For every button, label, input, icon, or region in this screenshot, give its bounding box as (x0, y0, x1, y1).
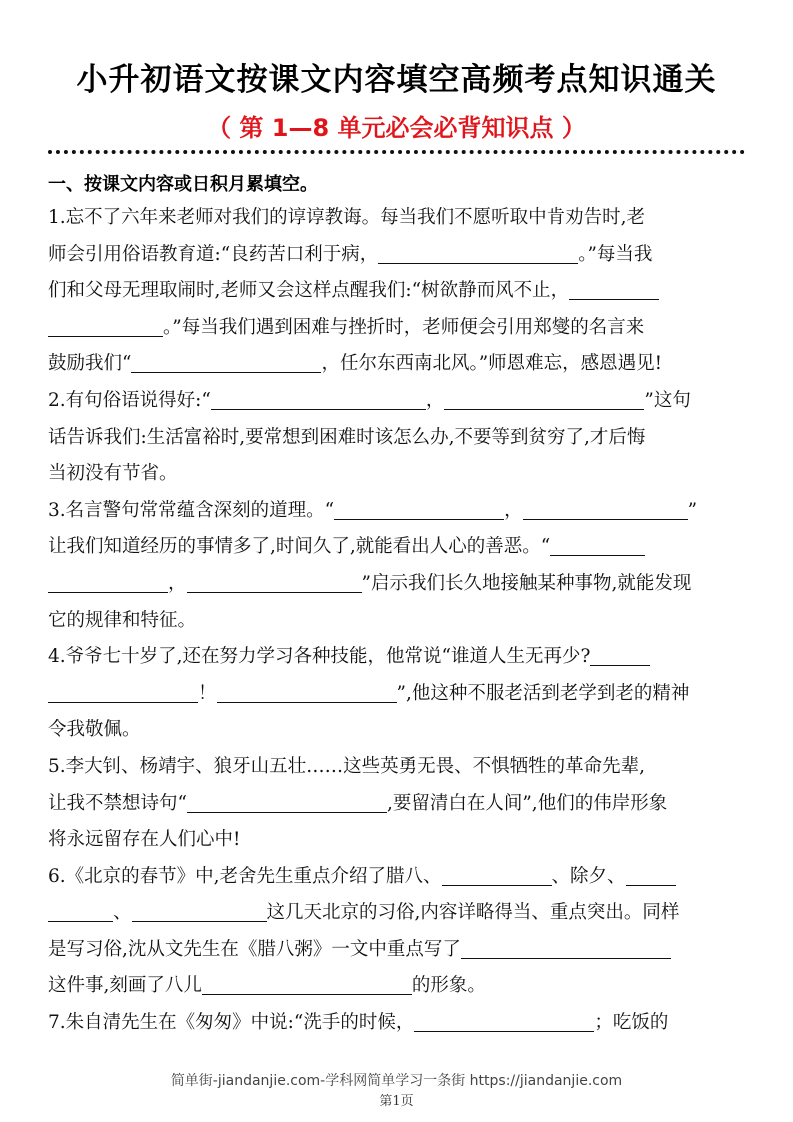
text-line: 让我们知道经历的事情多了,时间久了,就能看出人心的善恶。“ (48, 529, 745, 566)
text-line: ！ ”,他这种不服老活到老学到老的精神 (48, 676, 745, 713)
text-line: 4.爷爷七十岁了,还在努力学习各种技能，他常说“谁道人生无再少? (48, 639, 745, 676)
text-line: 师会引用俗语教育道:“良药苦口利于病， 。”每当我 (48, 237, 745, 274)
answer-blank[interactable] (211, 387, 426, 410)
answer-blank[interactable] (202, 972, 412, 995)
answer-blank[interactable] (414, 1009, 594, 1032)
section-heading: 一、按课文内容或日积月累填空。 (48, 174, 318, 195)
text-line: 将永远留存在人们心中! (48, 829, 241, 851)
text-line: 1.忘不了六年来老师对我们的谆谆教诲。每当我们不愿听取中肯劝告时,老 (48, 207, 646, 228)
text-line: 话告诉我们:生活富裕时,要常想到困难时该怎么办,不要等到贫穷了,才后悔 (48, 426, 646, 448)
answer-blank[interactable] (590, 643, 650, 666)
answer-blank[interactable] (523, 497, 688, 520)
answer-blank[interactable] (217, 680, 397, 703)
answer-blank[interactable] (378, 241, 578, 264)
answer-blank[interactable] (569, 277, 659, 300)
answer-blank[interactable] (48, 899, 113, 922)
footer-watermark: 简单街-jiandanjie.com-学科网简单学习一条街 https://jiandanjie.com (170, 1073, 623, 1089)
page-subtitle: （ 第 1—8 单元必会必背知识点 ） (207, 114, 586, 142)
text-line: 它的规律和特征。 (48, 609, 197, 631)
answer-blank[interactable] (626, 863, 676, 886)
question-body (48, 200, 745, 1042)
answer-blank[interactable] (187, 790, 387, 813)
page-title: 小升初语文按课文内容填空高频考点知识通关 (76, 62, 717, 98)
text-line: 鼓励我们“ ，任尔东西南北风。”师恩难忘，感恩遇见! (48, 346, 745, 383)
text-line: 6.《北京的春节》中,老舍先生重点介绍了腊八、 、除夕、 (48, 859, 745, 896)
text-line: 是写习俗,沈从文先生在《腊八粥》一文中重点写了 (48, 932, 745, 969)
text-line: 7.朱自清先生在《匆匆》中说:“洗手的时候， ；吃饭的 (48, 1005, 745, 1042)
answer-blank[interactable] (442, 863, 552, 886)
answer-blank[interactable] (334, 497, 504, 520)
answer-blank[interactable] (550, 533, 645, 556)
answer-blank[interactable] (131, 350, 321, 373)
answer-blank[interactable] (132, 899, 267, 922)
text-line: 、 这几天北京的习俗,内容详略得当、重点突出。同样 (48, 895, 745, 932)
answer-blank[interactable] (187, 570, 362, 593)
text-line: 当初没有节省。 (48, 463, 178, 485)
page-number: 第1页 (379, 1094, 414, 1109)
answer-blank[interactable] (48, 570, 168, 593)
text-line: 。”每当我们遇到困难与挫折时，老师便会引用郑燮的名言来 (48, 310, 745, 347)
answer-blank[interactable] (48, 314, 163, 337)
text-line: 3.名言警句常常蕴含深刻的道理。“ ， ” (48, 493, 745, 530)
text-line: 这件事,刻画了八儿 的形象。 (48, 968, 745, 1005)
text-line: 2.有句俗语说得好:“ ， ”这句 (48, 383, 745, 420)
text-line: 们和父母无理取闹时,老师又会这样点醒我们:“树欲静而风不止， (48, 273, 745, 310)
text-line: 5.李大钊、杨靖宇、狼牙山五壮……这些英勇无畏、不惧牺牲的革命先辈, (48, 755, 646, 777)
text-line: ， ”启示我们长久地接触某种事物,就能发现 (48, 566, 745, 603)
answer-blank[interactable] (461, 936, 671, 959)
text-line: 让我不禁想诗句“ ,要留清白在人间”,他们的伟岸形象 (48, 786, 745, 823)
dotted-divider (48, 150, 745, 154)
text-line: 令我敬佩。 (48, 719, 141, 741)
answer-blank[interactable] (48, 680, 198, 703)
answer-blank[interactable] (444, 387, 644, 410)
